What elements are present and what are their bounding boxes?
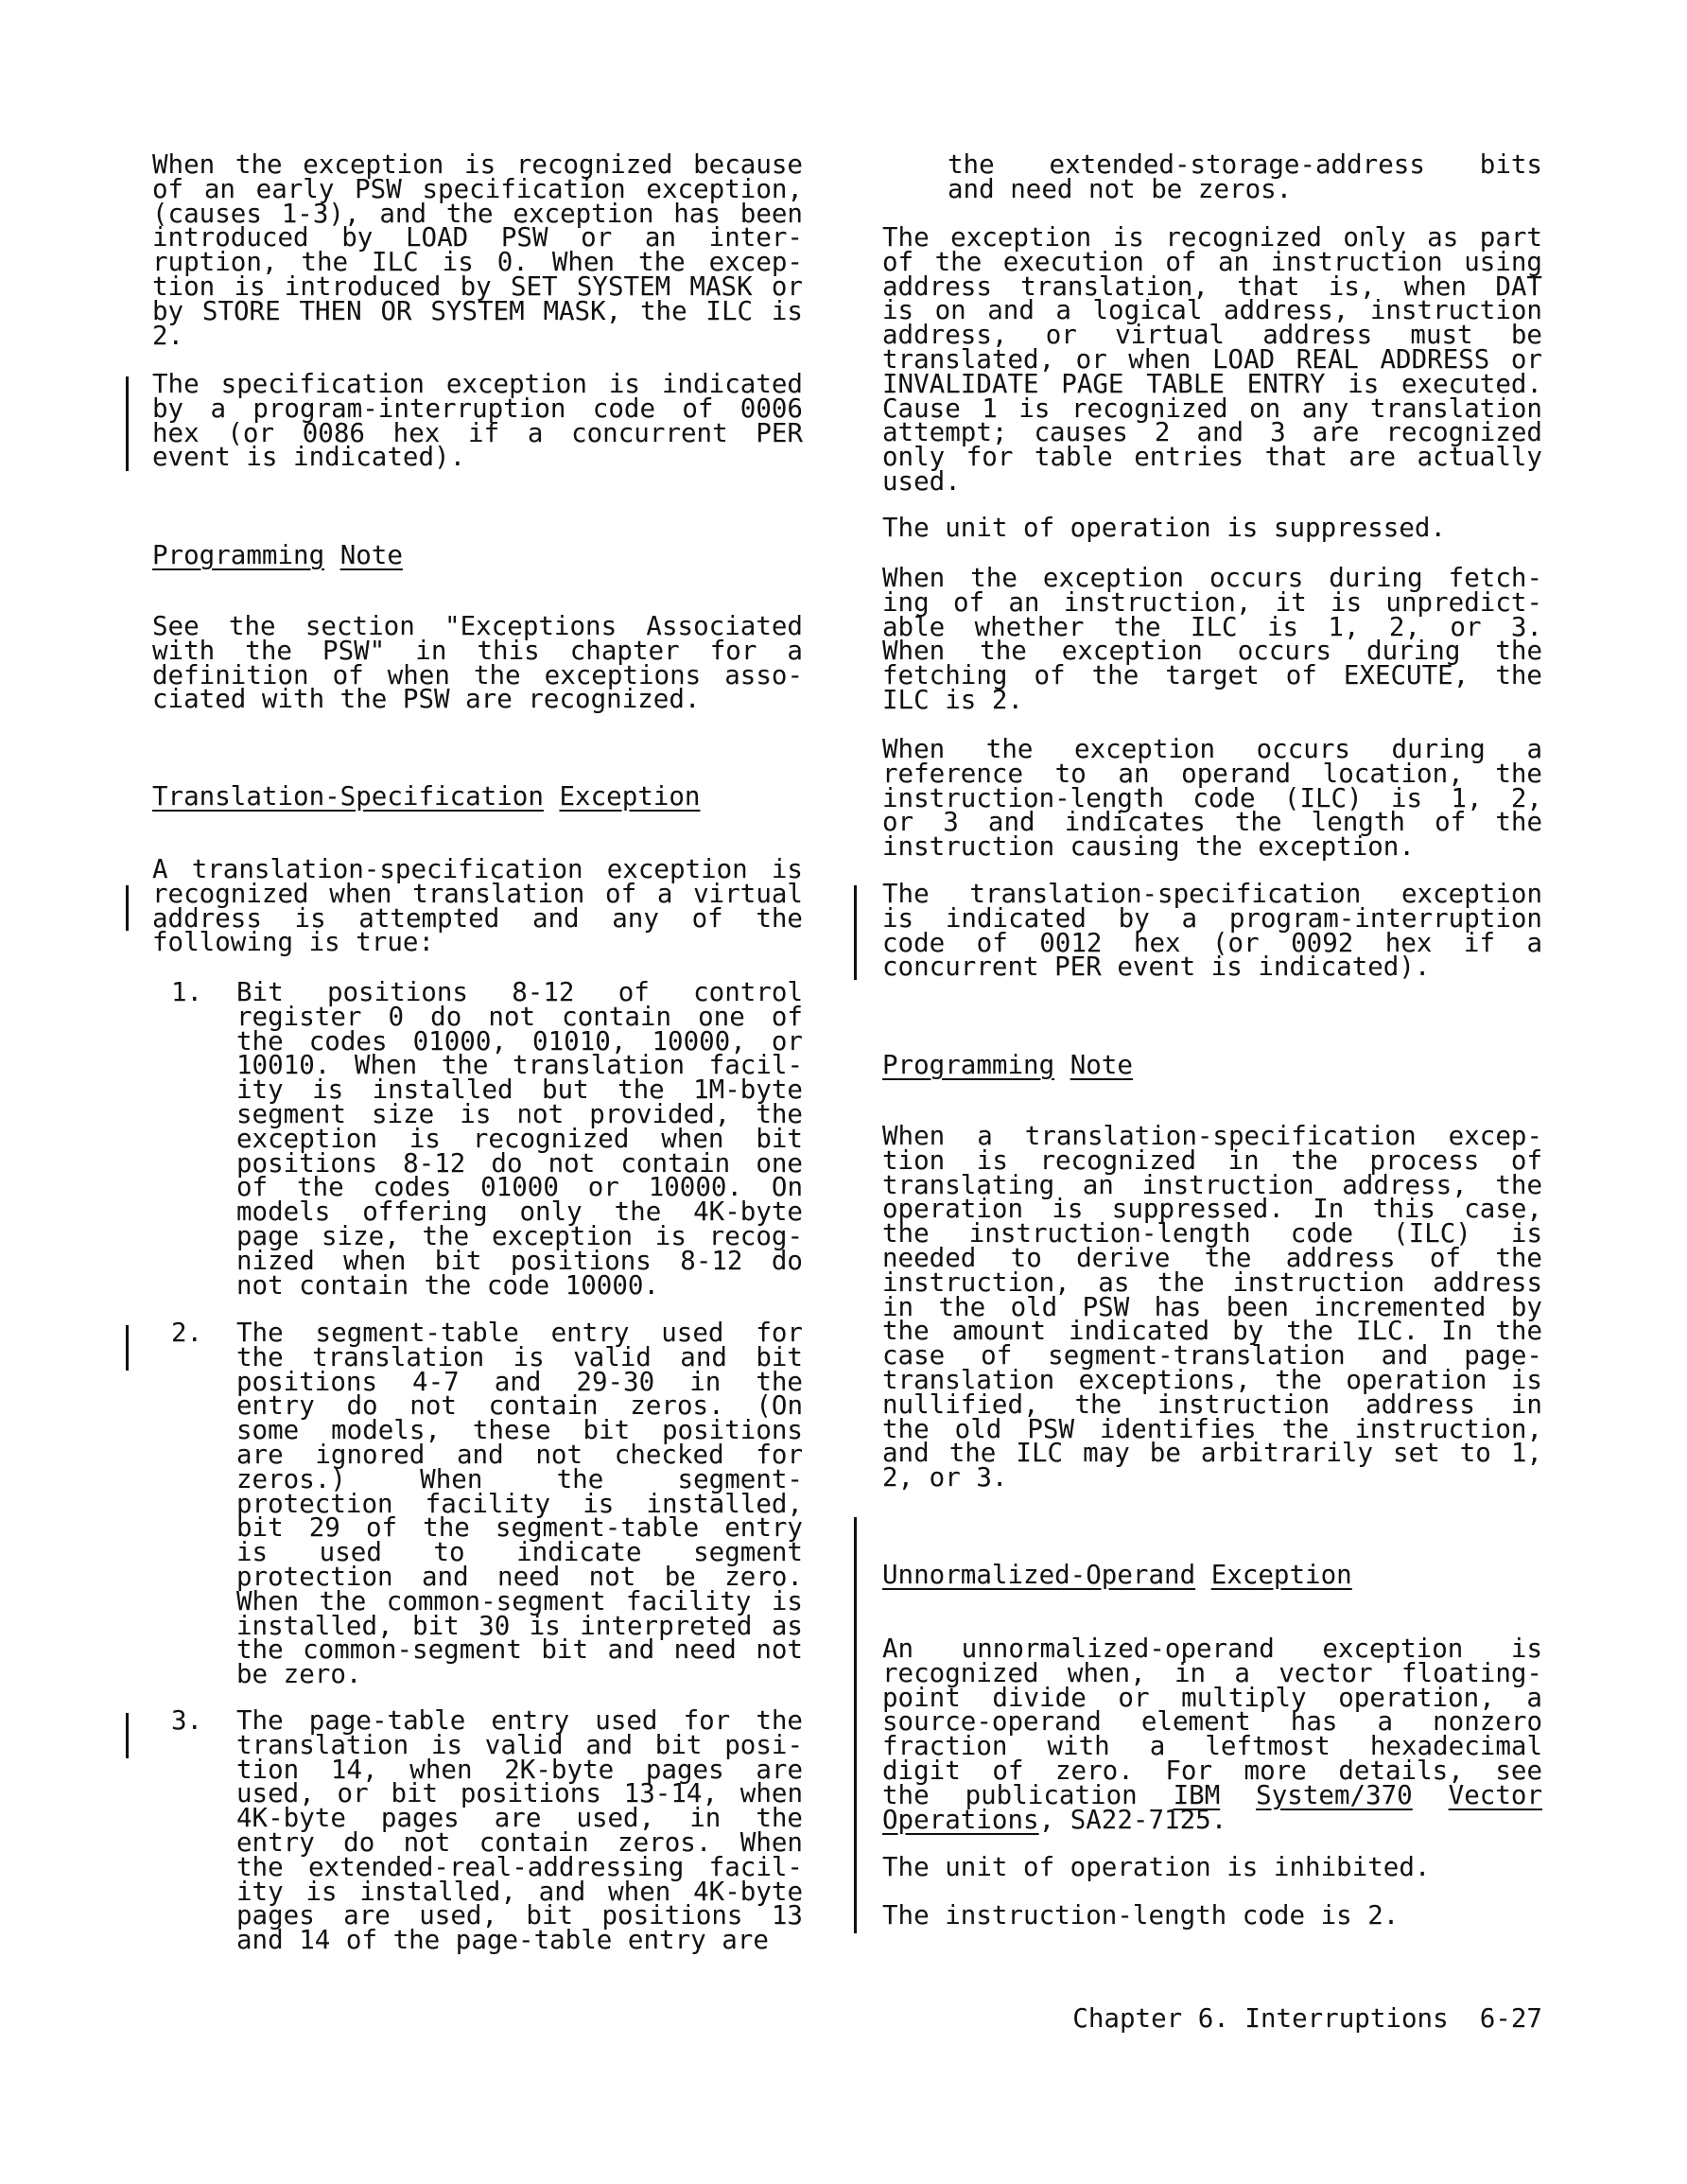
page-number: 6-27	[1479, 2003, 1542, 2034]
text-line: When the common-segment facility is	[236, 1585, 803, 1616]
text-line: and the ILC may be arbitrarily set to 1,	[882, 1438, 1542, 1469]
text-line: INVALIDATE PAGE TABLE ENTRY is executed.	[882, 368, 1542, 399]
text-line: 2, or 3.	[882, 1462, 1008, 1494]
text-line: source-operand element has a nonzero	[882, 1706, 1542, 1738]
list-item-number: 1.	[171, 977, 203, 1007]
text-line: and need not be zeros.	[948, 173, 1293, 204]
text-line: The segment-table entry used for	[236, 1318, 803, 1348]
text-line: positions 4-7 and 29-30 in the	[236, 1366, 803, 1397]
text-line: of the execution of an instruction using	[882, 246, 1542, 277]
text-line: of the codes 01000 or 10000. On	[236, 1172, 803, 1203]
text-line: not contain the code 10000.	[236, 1269, 660, 1301]
publication-reference-line	[882, 1804, 1542, 1835]
text-line: When the exception is recognized because	[152, 149, 803, 180]
text-line: by a program-interruption code of 0006	[152, 393, 803, 424]
text-line: See the section "Exceptions Associated	[152, 611, 803, 641]
heading-programming-note	[882, 1050, 1133, 1080]
heading-word: Note	[1070, 1050, 1133, 1080]
text-line: the translation is valid and bit	[236, 1341, 803, 1372]
text-line: be zero.	[236, 1659, 362, 1690]
list-item-3	[236, 1705, 803, 1956]
paragraph-fetching	[882, 563, 1542, 715]
text-line: When the exception occurs during fetch-	[882, 563, 1542, 593]
paragraph-unnormalized	[882, 1634, 1542, 1835]
text-line: The translation-specification exception	[882, 879, 1542, 909]
text-line: register 0 do not contain one of	[236, 1001, 803, 1032]
heading-word: Note	[339, 540, 403, 570]
paragraph-ilc-2	[882, 1900, 1542, 1931]
heading-unnormalized-operand-exception	[882, 1560, 1352, 1590]
text-line: the common-segment bit and need not	[236, 1634, 803, 1666]
text-line: The page-table entry used for the	[236, 1705, 803, 1736]
text-line: point divide or multiply operation, a	[882, 1682, 1542, 1713]
text-line: recognized when, in a vector floating-	[882, 1657, 1542, 1688]
text-line: operation is suppressed. In this case,	[882, 1194, 1542, 1225]
text-line: tion is recognized in the process of	[882, 1144, 1542, 1176]
text-line: used.	[882, 465, 961, 497]
text-line: (causes 1-3), and the exception has been	[152, 198, 803, 229]
text-line: following is true:	[152, 927, 435, 958]
text-line: nullified, the instruction address in	[882, 1389, 1542, 1420]
list-item-1	[236, 977, 803, 1301]
text-line: ing of an instruction, it is unpredict-	[882, 586, 1542, 618]
text-line: translation is valid and bit posi-	[236, 1729, 803, 1760]
change-bar	[854, 1517, 857, 1933]
list-item-number: 3.	[171, 1705, 203, 1736]
publication-title: Operations	[882, 1804, 1039, 1835]
text-line: ILC is 2.	[882, 684, 1024, 715]
list-item-2	[236, 1318, 803, 1690]
text-line: are ignored and not checked for	[236, 1439, 803, 1470]
text-line: only for table entries that are actually	[882, 442, 1542, 473]
text-line: in the old PSW has been incremented by	[882, 1291, 1542, 1322]
text-line: address is attempted and any of the	[152, 902, 803, 934]
text-line: by STORE THEN OR SYSTEM MASK, the ILC is	[152, 295, 803, 326]
text-line: When a translation-specification excep-	[882, 1121, 1542, 1151]
text-line: of an early PSW specification exception,	[152, 173, 803, 204]
text-line: the old PSW identifies the instruction,	[882, 1413, 1542, 1444]
text-line: exception is recognized when bit	[236, 1123, 803, 1154]
text-line: instruction causing the exception.	[882, 831, 1415, 863]
text-line: some models, these bit positions	[236, 1415, 803, 1446]
text-line: 10010. When the translation facil-	[236, 1050, 803, 1081]
text-line: entry do not contain zeros. When	[236, 1826, 803, 1858]
heading-word: Translation-Specification	[152, 781, 544, 812]
text-line: tion 14, when 2K-byte pages are	[236, 1754, 803, 1785]
text-line: installed, bit 30 is interpreted as	[236, 1610, 803, 1641]
text-line: introduced by LOAD PSW or an inter-	[152, 222, 803, 253]
paragraph-specification-code	[152, 369, 803, 473]
text-line: the extended-storage-address bits	[948, 149, 1542, 180]
text-line: instruction, as the instruction address	[882, 1267, 1542, 1298]
text-line: the instruction-length code (ILC) is	[882, 1218, 1542, 1249]
publication-title: Vector	[1448, 1779, 1542, 1810]
text-line: zeros.) When the segment-	[236, 1463, 803, 1494]
text-line: entry do not contain zeros. (On	[236, 1390, 803, 1422]
text-line: Bit positions 8-12 of control	[236, 977, 803, 1007]
publication-title: System/370	[1256, 1779, 1413, 1810]
text-line: reference to an operand location, the	[882, 758, 1542, 789]
text-line: definition of when the exceptions asso-	[152, 659, 803, 690]
heading-translation-specification-exception	[152, 781, 701, 812]
text-line: ciated with the PSW are recognized.	[152, 684, 701, 715]
heading-word: Exception	[1210, 1560, 1352, 1590]
paragraph-suppressed	[882, 513, 1542, 543]
text-line: address translation, that is, when DAT	[882, 271, 1542, 302]
change-bar	[126, 885, 129, 931]
text-line: hex (or 0086 hex if a concurrent PER	[152, 417, 803, 448]
text-line: An unnormalized-operand exception is	[882, 1634, 1542, 1664]
text-line: case of segment-translation and page-	[882, 1340, 1542, 1372]
text-line: 4K-byte pages are used, in the	[236, 1803, 803, 1834]
text-line: Cause 1 is recognized on any translation	[882, 393, 1542, 424]
change-bar	[854, 885, 857, 980]
paragraph-continued	[948, 149, 1542, 204]
text-line: translated, or when LOAD REAL ADDRESS or	[882, 343, 1542, 375]
text-line: positions 8-12 do not contain one	[236, 1147, 803, 1179]
publication-number: , SA22-7125.	[1038, 1804, 1227, 1835]
text-line: 2.	[152, 320, 184, 351]
text-line: needed to derive the address of the	[882, 1242, 1542, 1273]
text-line: protection and need not be zero.	[236, 1561, 803, 1592]
text-line: is used to indicate segment	[236, 1537, 803, 1568]
text-line: attempt; causes 2 and 3 are recognized	[882, 417, 1542, 448]
text-line: translating an instruction address, the	[882, 1169, 1542, 1200]
paragraph-note-translation	[882, 1121, 1542, 1494]
heading-word: Programming	[882, 1050, 1055, 1080]
paragraph-operand-reference	[882, 734, 1542, 863]
text-line: A translation-specification exception is	[152, 854, 803, 884]
text-line: is on and a logical address, instruction	[882, 295, 1542, 326]
change-bar	[126, 376, 129, 471]
paragraph-inhibited	[882, 1852, 1542, 1882]
text-line: translation exceptions, the operation is	[882, 1364, 1542, 1395]
text-line: bit 29 of the segment-table entry	[236, 1512, 803, 1544]
text-line: or 3 and indicates the length of the	[882, 807, 1542, 838]
text-line: segment size is not provided, the	[236, 1098, 803, 1129]
footer-chapter: Chapter 6. Interruptions	[1072, 2003, 1449, 2034]
text-line: ity is installed but the 1M-byte	[236, 1075, 803, 1106]
text-line: tion is introduced by SET SYSTEM MASK or	[152, 271, 803, 302]
text-line: When the exception occurs during a	[882, 734, 1542, 764]
text-line: is indicated by a program-interruption	[882, 902, 1542, 934]
paragraph-recognized-only	[882, 222, 1542, 497]
heading-word: Programming	[152, 540, 325, 570]
change-bar	[126, 1325, 129, 1371]
text-line: recognized when translation of a virtual	[152, 878, 803, 909]
text-line: When the exception occurs during the	[882, 636, 1542, 667]
text-line: the amount indicated by the ILC. In the	[882, 1316, 1542, 1347]
publication-title: IBM	[1173, 1779, 1221, 1810]
text-line: the codes 01000, 01010, 10000, or	[236, 1025, 803, 1057]
paragraph-see-section	[152, 611, 803, 715]
text-line: event is indicated).	[152, 442, 466, 473]
heading-word: Exception	[559, 781, 701, 812]
text-line: The instruction-length code is 2.	[882, 1900, 1400, 1931]
text-line: The unit of operation is inhibited.	[882, 1852, 1431, 1882]
text-line: ity is installed, and when 4K-byte	[236, 1876, 803, 1907]
text-line: ruption, the ILC is 0. When the excep-	[152, 247, 803, 278]
text-line: fraction with a leftmost hexadecimal	[882, 1731, 1542, 1762]
list-item-number: 2.	[171, 1318, 203, 1348]
text-line: digit of zero. For more details, see	[882, 1755, 1542, 1786]
text-line: page size, the exception is recog-	[236, 1220, 803, 1251]
paragraph-intro	[152, 854, 803, 958]
text-line: address, or virtual address must be	[882, 320, 1542, 351]
paragraph-translation-code	[882, 879, 1542, 983]
text-line: able whether the ILC is 1, 2, or 3.	[882, 611, 1542, 642]
text-line: and 14 of the page-table entry are	[236, 1925, 769, 1956]
text-line: used, or bit positions 13-14, when	[236, 1778, 803, 1809]
page-footer	[1072, 2003, 1542, 2034]
text: the publication	[882, 1779, 1138, 1810]
heading-word: Unnormalized-Operand	[882, 1560, 1196, 1590]
text-line: The exception is recognized only as part	[882, 222, 1542, 253]
change-bar	[126, 1713, 129, 1758]
text-line: instruction-length code (ILC) is 1, 2,	[882, 782, 1542, 813]
text-line: The unit of operation is suppressed.	[882, 513, 1447, 543]
text-line: code of 0012 hex (or 0092 hex if a	[882, 927, 1542, 958]
text-line: The specification exception is indicated	[152, 369, 803, 399]
paragraph-ilc-early-psw	[152, 149, 803, 351]
text-line: nized when bit positions 8-12 do	[236, 1245, 803, 1276]
text-line: pages are used, bit positions 13	[236, 1900, 803, 1931]
text-line: the extended-real-addressing facil-	[236, 1851, 803, 1882]
text-line: with the PSW" in this chapter for a	[152, 635, 803, 666]
heading-programming-note	[152, 540, 403, 570]
text-line: fetching of the target of EXECUTE, the	[882, 660, 1542, 691]
text-line: protection facility is installed,	[236, 1488, 803, 1519]
text-line: concurrent PER event is indicated).	[882, 952, 1431, 983]
text-line: models offering only the 4K-byte	[236, 1197, 803, 1228]
